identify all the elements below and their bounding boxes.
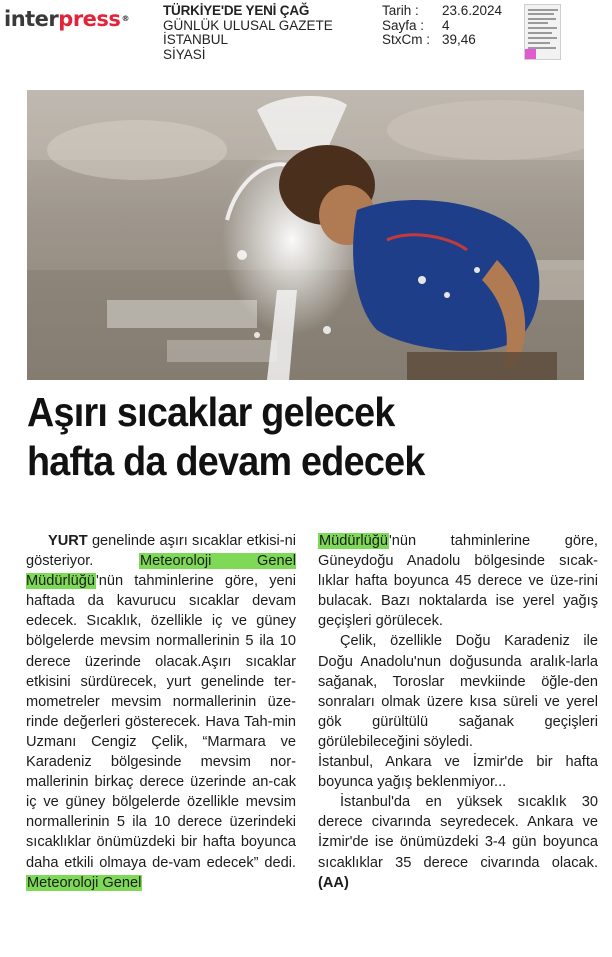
article-photo [27, 90, 584, 380]
date-row [382, 4, 502, 19]
article-column-1 [26, 531, 296, 893]
page-label: Sayfa : [382, 17, 425, 33]
headline-line-1: Aşırı sıcaklar gelecek [27, 389, 395, 435]
interpress-logo: interpress® [4, 7, 129, 31]
article-subhead: İstanbul, Ankara ve İzmir'de bir hafta boyunca yağış beklenmiyor... [318, 754, 598, 791]
stx-value: 39,46 [442, 32, 476, 47]
highlight-term: Meteoroloji Genel Müdürlüğü [26, 553, 296, 590]
article-lead-word: YURT [48, 533, 88, 549]
article-paragraph-4: İstanbul'da en yüksek sıcaklık 30 derece civarında seyredecek. Ankara ve İzmir'de ise önümüzdeki 3-4 gün boyunca sıcaklıklar 35 derece civarında olacak. (AA) [318, 794, 598, 891]
highlight-term: Meteoroloji Genel [27, 874, 142, 891]
article-source: (AA) [318, 874, 349, 891]
publication-type: GÜNLÜK ULUSAL GAZETE [163, 17, 333, 33]
stx-label: StxCm : [382, 32, 431, 47]
article-paragraph-3: Çelik, özellikle Doğu Karadeniz ile Doğu Anadolu'nun doğusunda aralık-larla sağanak, Toroslar mevkiinde öğle-den sonraları olmak üzere kısa süreli ve yerel gök gürültülü sağanak geçişleri görülebileceğini söyledi. [318, 633, 598, 750]
page-row [382, 19, 502, 34]
headline-line-2: hafta da devam edecek [27, 438, 425, 484]
article-paragraph-1: YURT genelinde aşırı sıcaklar etkisi-ni gösteriyor. Meteoroloji Genel Müdürlüğü'nün tahminlerine göre, yeni haftada da kavurucu sıcaklar devam edecek. Sıcaklık, özellikle iç ve güney bölgelerde mevsim normallerinin 5 ila 10 derece üzerinde olacak.Aşırı sıcaklar etkisini sürdürecek, yurt genelinde ter-mometreler mevsim normallerinin üze-rinde değerleri gösterecek. Hava Tah-min Uzmanı Cengiz Çelik, “Marmara ve Karadeniz bölgesinde mevsim nor-mallerinin birkaç derece üzerinde an-cak iç ve güney bölgelerde özellikle mevsim normallerinin 5 ila 10 derece üzerindeki sıcaklıklar önümüzdeki bir hafta boyunca daha etkili olmaya de-vam edecek” dedi. Meteoroloji Genel [26, 533, 296, 891]
article-headline [27, 388, 542, 486]
date-value: 23.6.2024 [442, 3, 503, 18]
page-thumbnail[interactable] [524, 4, 561, 60]
clipping-meta [382, 4, 502, 48]
publication-city: İSTANBUL [163, 32, 229, 47]
publication-name: TÜRKİYE'DE YENİ ÇAĞ [163, 3, 310, 18]
publication-info [163, 4, 333, 62]
stx-row [382, 33, 502, 48]
date-label: Tarih : [382, 3, 419, 18]
article-column-2 [318, 531, 598, 893]
highlight-term: Müdürlüğü [319, 533, 388, 549]
publication-section: SİYASİ [163, 46, 206, 62]
page-value: 4 [442, 17, 450, 33]
article-paragraph-2: Müdürlüğü'nün tahminlerine göre, Güneydoğu Anadolu bölgesinde sıcak-lıklar hafta boyunca 45 derece ve üze-rini bulacak. Bazı noktalarda ise yerel yağış geçişleri görülecek. [318, 533, 598, 630]
clip-position-marker [525, 49, 536, 60]
